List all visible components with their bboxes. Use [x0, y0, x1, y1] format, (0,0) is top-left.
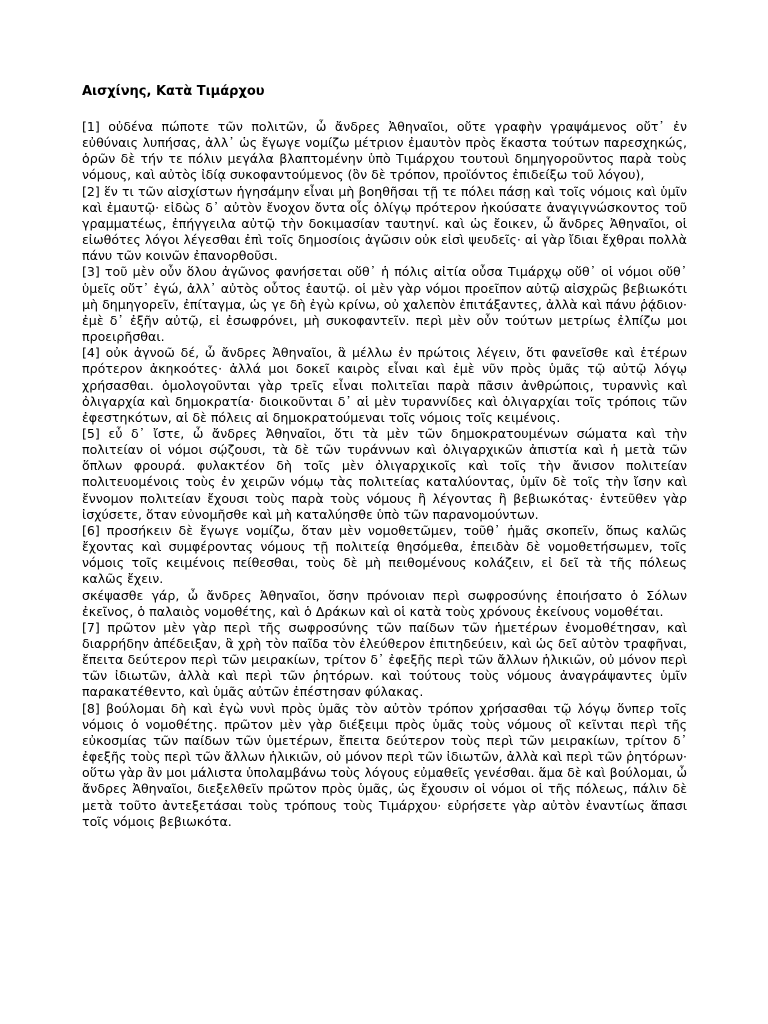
paragraph-6: [6] προσήκειν δὲ ἔγωγε νομίζω, ὅταν μὲν νομοθετῶμεν, τοῦθ᾽ ἡμᾶς σκοπεῖν, ὅπως καλῶς ἔχοντας καὶ συμφέροντας νόμους τῇ πολιτείᾳ θησόμεθα, ἐπειδὰν δὲ νομοθετήσωμεν, τοῖς νόμοις τοῖς κειμένοις πείθεσθαι, τοὺς δὲ μὴ πειθομένους κολάζειν, εἰ δεῖ τὰ τῆς πόλεως καλῶς ἔχειν. [82, 522, 687, 587]
paragraph-8: [8] βούλομαι δὴ καὶ ἐγὼ νυνὶ πρὸς ὑμᾶς τὸν αὐτὸν τρόπον χρήσασθαι τῷ λόγῳ ὅνπερ τοῖς νόμοις ὁ νομοθέτης. πρῶτον μὲν γὰρ διέξειμι πρὸς ὑμᾶς τοὺς νόμους οἳ κεῖνται περὶ τῆς εὐκοσμίας τῶν παίδων τῶν ὑμετέρων, ἔπειτα δεύτερον τοὺς περὶ τῶν μειρακίων, τρίτον δ᾽ ἐφεξῆς τοὺς περὶ τῶν ἄλλων ἡλικιῶν, οὐ μόνον περὶ τῶν ἰδιωτῶν, ἀλλὰ καὶ περὶ τῶν ῥητόρων· οὕτω γὰρ ἂν μοι μάλιστα ὑπολαμβάνω τοὺς λόγους εὐμαθεῖς γενέσθαι. ἅμα δὲ καὶ βούλομαι, ὦ ἄνδρες Ἀθηναῖοι, διεξελθεῖν πρῶτον πρὸς ὑμᾶς, ὡς ἔχουσιν οἱ νόμοι οἱ τῆς πόλεως, πάλιν δὲ μετὰ τοῦτο ἀντεξετάσαι τοὺς τρόπους τοὺς Τιμάρχου· εὑρήσετε γὰρ αὐτὸν ἐναντίως ἅπασι τοῖς νόμοις βεβιωκότα. [82, 700, 687, 829]
document-body [82, 84, 687, 830]
paragraph-4: [4] οὐκ ἀγνοῶ δέ, ὦ ἄνδρες Ἀθηναῖοι, ἃ μέλλω ἐν πρώτοις λέγειν, ὅτι φανεῖσθε καὶ ἑτέρων πρότερον ἀκηκοότες· ἀλλά μοι δοκεῖ καιρὸς εἶναι καὶ ἐμὲ νῦν πρὸς ὑμᾶς τῷ αὐτῷ λόγῳ χρήσασθαι. ὁμολογοῦνται γὰρ τρεῖς εἶναι πολιτεῖαι παρὰ πᾶσιν ἀνθρώποις, τυραννὶς καὶ ὀλιγαρχία καὶ δημοκρατία· διοικοῦνται δ᾽ αἱ μὲν τυραννίδες καὶ ὀλιγαρχίαι τοῖς τρόποις τῶν ἐφεστηκότων, αἱ δὲ πόλεις αἱ δημοκρατούμεναι τοῖς νόμοις τοῖς κειμένοις. [82, 345, 687, 425]
paragraph-3: [3] τοῦ μὲν οὖν ὅλου ἀγῶνος φανήσεται οὔθ᾽ ἡ πόλις αἰτία οὖσα Τιμάρχῳ οὔθ᾽ οἱ νόμοι οὔθ᾽ ὑμεῖς οὔτ᾽ ἐγώ, ἀλλ᾽ αὐτὸς οὗτος ἑαυτῷ. οἱ μὲν γὰρ νόμοι προεῖπον αὐτῷ αἰσχρῶς βεβιωκότι μὴ δημηγορεῖν, ἐπίταγμα, ὡς γε δὴ ἐγὼ κρίνω, οὐ χαλεπὸν ἐπιτάξαντες, ἀλλὰ καὶ πάνυ ῥᾴδιον· ἐμὲ δ᾽ ἐξῆν αὐτῷ, εἰ ἐσωφρόνει, μὴ συκοφαντεῖν. περὶ μὲν οὖν τούτων μετρίως ἐλπίζω μοι προειρῆσθαι. [82, 264, 687, 345]
paragraph-5: [5] εὖ δ᾽ ἴστε, ὦ ἄνδρες Ἀθηναῖοι, ὅτι τὰ μὲν τῶν δημοκρατουμένων σώματα καὶ τὴν πολιτείαν οἱ νόμοι σῴζουσι, τὰ δὲ τῶν τυράννων καὶ ὀλιγαρχικῶν ἀπιστία καὶ ἡ μετὰ τῶν ὅπλων φρουρά. φυλακτέον δὴ τοῖς μὲν ὀλιγαρχικοῖς καὶ τοῖς τὴν ἄνισον πολιτείαν πολιτευομένοις τοὺς ἐν χειρῶν νόμῳ τὰς πολιτείας καταλύοντας, ὑμῖν δὲ τοῖς τὴν ἴσην καὶ ἔννομον πολιτείαν ἔχουσι τοὺς παρὰ τοὺς νόμους ἢ λέγοντας ἢ βεβιωκότας· ἐντεῦθεν γὰρ ἰσχύσετε, ὅταν εὐνομῆσθε καὶ μὴ καταλύησθε ὑπὸ τῶν παρανομούντων. [82, 425, 687, 522]
paragraph-2: [2] ἕν τι τῶν αἰσχίστων ἡγησάμην εἶναι μὴ βοηθῆσαι τῇ τε πόλει πάσῃ καὶ τοῖς νόμοις καὶ ὑμῖν καὶ ἐμαυτῷ· εἰδὼς δ᾽ αὐτὸν ἔνοχον ὄντα οἷς ὀλίγῳ πρότερον ἠκούσατε ἀναγιγνώσκοντος τοῦ γραμματέως, ἐπήγγειλα αὐτῷ τὴν δοκιμασίαν ταυτηνί. καὶ ὡς ἔοικεν, ὦ ἄνδρες Ἀθηναῖοι, οἱ εἰωθότες λόγοι λέγεσθαι ἐπὶ τοῖς δημοσίοις ἀγῶσιν οὐκ εἰσὶ ψευδεῖς· αἱ γὰρ ἴδιαι ἔχθραι πολλὰ πάνυ τῶν κοινῶν ἐπανορθοῦσι. [82, 183, 687, 264]
document-title: Αισχίνης, Κατὰ Τιμάρχου [82, 84, 265, 99]
paragraph-6-continued: σκέψασθε γάρ, ὦ ἄνδρες Ἀθηναῖοι, ὅσην πρόνοιαν περὶ σωφροσύνης ἐποιήσατο ὁ Σόλων ἐκεῖνος, ὁ παλαιὸς νομοθέτης, καὶ ὁ Δράκων καὶ οἱ κατὰ τοὺς χρόνους ἐκείνους νομοθέται. [82, 587, 687, 619]
paragraph-7: [7] πρῶτον μὲν γὰρ περὶ τῆς σωφροσύνης τῶν παίδων τῶν ἡμετέρων ἐνομοθέτησαν, καὶ διαρρήδην ἀπέδειξαν, ἃ χρὴ τὸν παῖδα τὸν ἐλεύθερον ἐπιτηδεύειν, καὶ ὡς δεῖ αὐτὸν τραφῆναι, ἔπειτα δεύτερον περὶ τῶν μειρακίων, τρίτον δ᾽ ἐφεξῆς περὶ τῶν ἄλλων ἡλικιῶν, οὐ μόνον περὶ τῶν ἰδιωτῶν, ἀλλὰ καὶ περὶ τῶν ῥητόρων. καὶ τούτους τοὺς νόμους ἀναγράψαντες ὑμῖν παρακατέθεντο, καὶ ὑμᾶς αὐτῶν ἐπέστησαν φύλακας. [82, 619, 687, 700]
paragraph-1: [1] οὐδένα πώποτε τῶν πολιτῶν, ὦ ἄνδρες Ἀθηναῖοι, οὔτε γραφὴν γραψάμενος οὔτ᾽ ἐν εὐθύναις λυπήσας, ἀλλ᾽ ὡς ἔγωγε νομίζω μέτριον ἐμαυτὸν πρὸς ἕκαστα τούτων παρεσχηκώς, ὁρῶν δὲ τήν τε πόλιν μεγάλα βλαπτομένην ὑπὸ Τιμάρχου τουτουὶ δημηγοροῦντος παρὰ τοὺς νόμους, καὶ αὐτὸς ἰδίᾳ συκοφαντούμενος (ὃν δὲ τρόπον, προϊόντος ἐπιδείξω τοῦ λόγου), [82, 119, 687, 183]
